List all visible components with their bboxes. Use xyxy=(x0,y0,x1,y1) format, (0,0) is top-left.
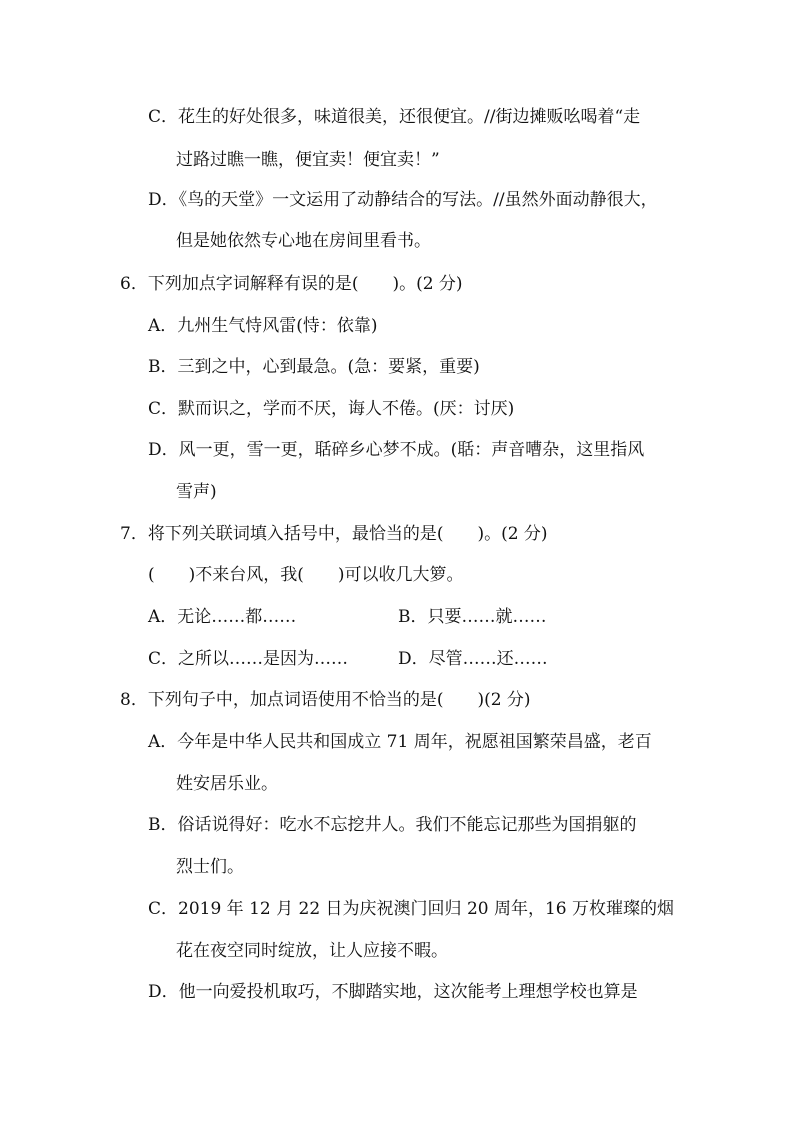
q7-option-d: D．尽管……还…… xyxy=(398,649,548,669)
q6-option-b: B．三到之中，心到最急。(急：要紧，重要) xyxy=(148,357,480,377)
q5-option-d-line2: 但是她依然专心地在房间里看书。 xyxy=(176,231,431,251)
q6-stem: 6．下列加点字词解释有误的是( )。(2 分) xyxy=(120,274,463,294)
q7-stem: 7．将下列关联词填入括号中，最恰当的是( )。(2 分) xyxy=(120,524,548,544)
q7-option-c: C．之所以……是因为…… xyxy=(148,649,349,669)
q5-option-c-line1: C．花生的好处很多，味道很美，还很便宜。//街边摊贩吆喝着“走 xyxy=(148,107,641,127)
q8-stem: 8．下列句子中，加点词语使用不恰当的是( )(2 分) xyxy=(120,690,531,710)
q6-option-d-line2: 雪声) xyxy=(176,482,217,502)
q8-option-c-line2: 花在夜空同时绽放，让人应接不暇。 xyxy=(176,941,448,961)
q8-option-a-line1: A．今年是中华人民共和国成立 71 周年，祝愿祖国繁荣昌盛，老百 xyxy=(148,732,652,752)
q7-option-a: A．无论……都…… xyxy=(148,607,297,627)
q5-option-c-line2: 过路过瞧一瞧，便宜卖！便宜卖！” xyxy=(176,150,440,170)
q6-option-a: A．九州生气恃风雷(恃：依靠) xyxy=(148,316,378,336)
q8-option-a-line2: 姓安居乐业。 xyxy=(176,774,278,794)
q8-option-b-line2: 烈士们。 xyxy=(176,857,244,877)
q6-option-d-line1: D．风一更，雪一更，聒碎乡心梦不成。(聒：声音嘈杂，这里指风 xyxy=(148,440,645,460)
q8-option-b-line1: B．俗话说得好：吃水不忘挖井人。我们不能忘记那些为国捐躯的 xyxy=(148,815,637,835)
q6-option-c: C．默而识之，学而不厌，诲人不倦。(厌：讨厌) xyxy=(148,399,515,419)
q5-option-d-line1: D．《鸟的天堂》一文运用了动静结合的写法。//虽然外面动静很大， xyxy=(148,190,658,210)
q8-option-c-line1: C．2019 年 12 月 22 日为庆祝澳门回归 20 周年，16 万枚璀璨的烟 xyxy=(148,899,675,919)
q7-sentence: ( )不来台风，我( )可以收几大箩。 xyxy=(148,565,464,585)
q8-option-d-line1: D．他一向爱投机取巧，不脚踏实地，这次能考上理想学校也算是 xyxy=(148,982,638,1002)
q7-option-b: B．只要……就…… xyxy=(398,607,547,627)
